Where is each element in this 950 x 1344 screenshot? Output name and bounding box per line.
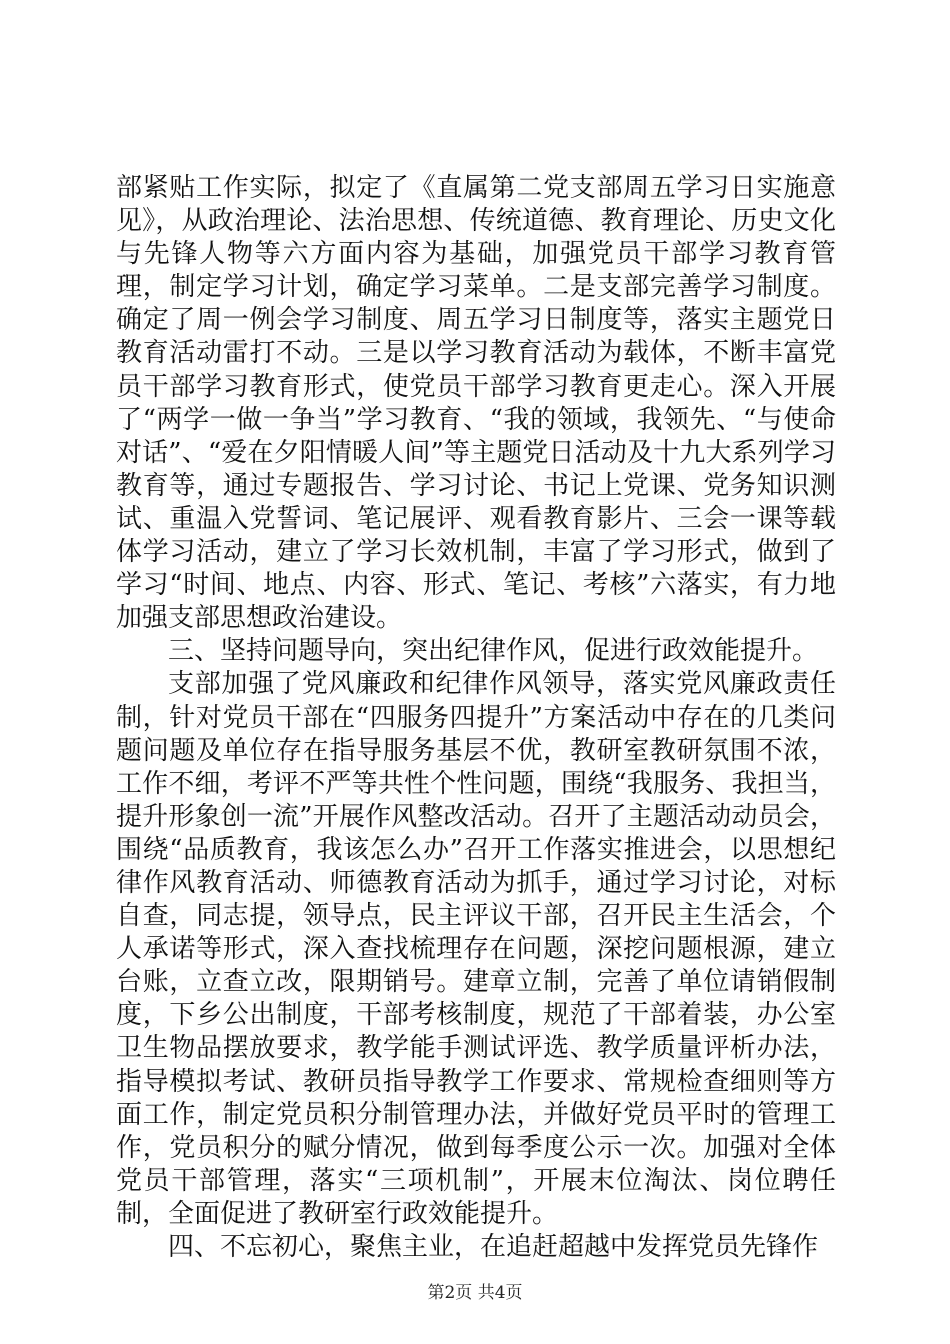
document-body: [116, 172, 836, 1264]
paragraph-continuation: 部紧贴工作实际，拟定了《直属第二党支部周五学习日实施意见》，从政治理论、法治思想、传统道德、教育理论、历史文化与先锋人物等六方面内容为基础，加强党员干部学习教育管理，制定学习计划，确定学习菜单。二是支部完善学习制度。确定了周一例会学习制度、周五学习日制度等，落实主题党日教育活动雷打不动。三是以学习教育活动为载体，不断丰富党员干部学习教育形式，使党员干部学习教育更走心。深入开展了“两学一做一争当”学习教育、“我的领域，我领先、“与使命对话”、“爱在夕阳情暖人间”等主题党日活动及十九大系列学习教育等，通过专题报告、学习讨论、书记上党课、党务知识测试、重温入党誓词、笔记展评、观看教育影片、三会一课等载体学习活动，建立了学习长效机制，丰富了学习形式，做到了学习“时间、地点、内容、形式、笔记、考核”六落实，有力地加强支部思想政治建设。: [116, 173, 836, 634]
paragraph-section-three: 支部加强了党风廉政和纪律作风领导，落实党风廉政责任制，针对党员干部在“四服务四提升”方案活动中存在的几类问题问题及单位存在指导服务基层不优，教研室教研氛围不浓，工作不细，考评不严等共性个性问题，围绕“我服务、我担当，提升形象创一流”开展作风整改活动。召开了主题活动动员会，围绕“品质教育，我该怎么办”召开工作落实推进会，以思想纪律作风教育活动、师德教育活动为抓手，通过学习讨论，对标自查，同志提，领导点，民主评议干部，召开民主生活会，个人承诺等形式，深入查找梳理存在问题，深挖问题根源，建立台账，立查立改，限期销号。建章立制，完善了单位请销假制度，下乡公出制度，干部考核制度，规范了干部着装，办公室卫生物品摆放要求，教学能手测试评选、教学质量评析办法，指导模拟考试、教研员指导教学工作要求、常规检查细则等方面工作，制定党员积分制管理办法，并做好党员平时的管理工作，党员积分的赋分情况，做到每季度公示一次。加强对全体党员干部管理，落实“三项机制”，开展末位淘汰、岗位聘任制，全面促进了教研室行政效能提升。: [116, 669, 836, 1229]
section-heading-three: 三、坚持问题导向，突出纪律作风，促进行政效能提升。: [168, 636, 819, 667]
page-number-footer: 第2页 共4页: [427, 1283, 523, 1303]
section-heading-four: 四、不忘初心，聚焦主业，在追赶超越中发挥党员先锋作: [168, 1232, 819, 1262]
